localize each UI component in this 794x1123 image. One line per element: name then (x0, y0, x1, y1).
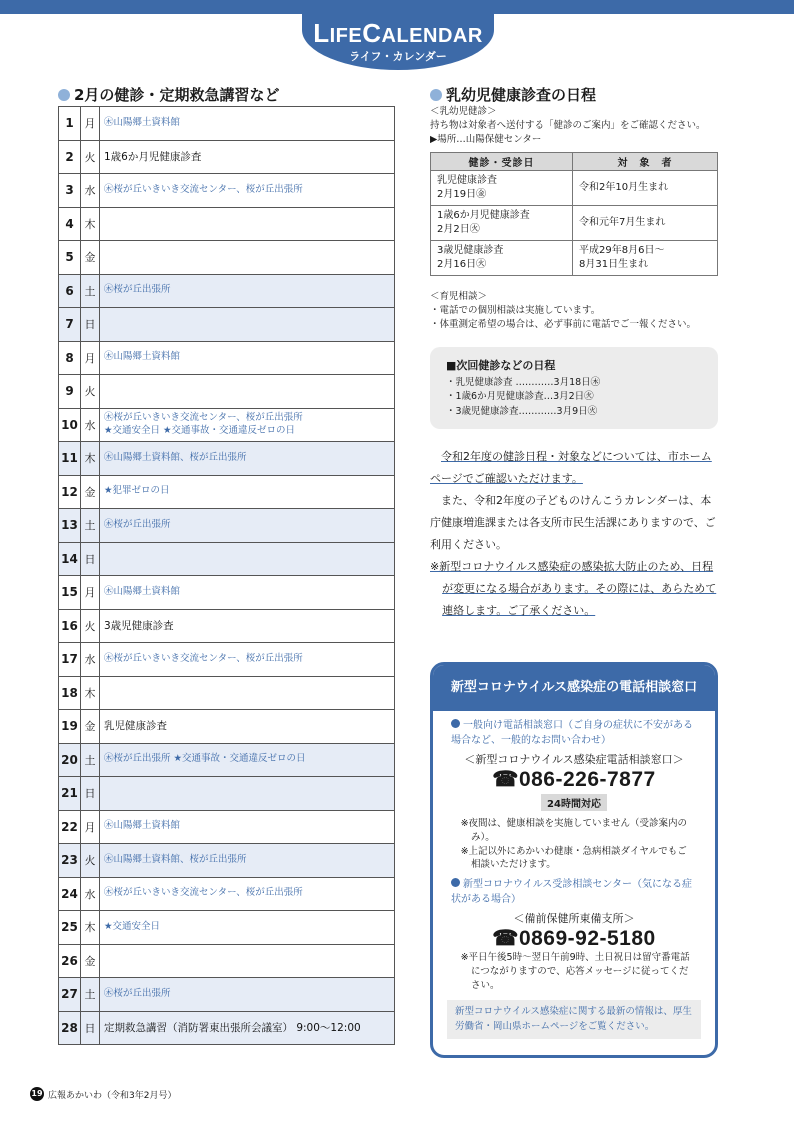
day-events (100, 1011, 395, 1045)
event-text: ㊍桜が丘いきいき交流センター、桜が丘出張所 (104, 183, 303, 195)
day-number: 20 (59, 743, 81, 777)
event-text: ㊍桜が丘出張所 (104, 518, 171, 530)
general-consult-name: ＜新型コロナウイルス感染症電話相談窓口＞ (464, 753, 684, 766)
bullet-dot-icon (451, 719, 460, 728)
day-number: 10 (59, 408, 81, 442)
table-row: 1歳6か月児健康診査 2月2日㊋ 令和元年7月生まれ (431, 206, 718, 241)
table-row (59, 978, 395, 1012)
day-events (100, 810, 395, 844)
table-row (59, 576, 395, 610)
day-number: 25 (59, 911, 81, 945)
bullet-dot-icon (430, 89, 442, 101)
event-text: ★犯罪ゼロの日 (104, 485, 170, 497)
table-row (59, 743, 395, 777)
table-row (59, 308, 395, 342)
day-events (100, 777, 395, 811)
event-text: 乳児健康診査 (104, 720, 167, 733)
table-row (59, 777, 395, 811)
table-row (59, 274, 395, 308)
day-number: 17 (59, 643, 81, 677)
weekday: 木 (81, 442, 100, 476)
weekday: 日 (81, 308, 100, 342)
general-consult-phone: ☎086-226-7877 (492, 768, 656, 791)
weekday: 火 (81, 609, 100, 643)
weekday: 金 (81, 475, 100, 509)
day-events (100, 643, 395, 677)
day-number: 19 (59, 710, 81, 744)
weekday: 水 (81, 643, 100, 677)
day-number: 22 (59, 810, 81, 844)
day-number: 14 (59, 542, 81, 576)
day-events (100, 743, 395, 777)
event-text: 定期救急講習（消防署東出張所会議室） 9:00〜12:00 (104, 1021, 361, 1034)
table-row (59, 442, 395, 476)
event-text: ㊍山陽郷土資料館、桜が丘出張所 (104, 451, 247, 463)
weekday: 金 (81, 944, 100, 978)
event-text: ㊍山陽郷土資料館、桜が丘出張所 (104, 853, 247, 865)
event-text: ㊍山陽郷土資料館 (104, 351, 181, 363)
day-number: 3 (59, 174, 81, 208)
event-text: ★交通安全日 ★交通事故・交通違反ゼロの日 (104, 424, 296, 436)
table-row (59, 107, 395, 141)
table-row (59, 710, 395, 744)
day-events (100, 676, 395, 710)
day-number: 5 (59, 241, 81, 275)
table-row (59, 676, 395, 710)
day-events (100, 107, 395, 141)
weekday: 火 (81, 375, 100, 409)
general-consult-heading: 一般向け電話相談窓口（ご自身の症状に不安がある場合など、一般的なお問い合わせ） (451, 720, 693, 746)
table-row (59, 944, 395, 978)
day-events (100, 274, 395, 308)
day-events (100, 911, 395, 945)
table-row (59, 844, 395, 878)
day-number: 23 (59, 844, 81, 878)
right-section-heading: 乳幼児健康診査の日程 (430, 84, 596, 105)
table-row (59, 542, 395, 576)
page-number: 19 (30, 1087, 44, 1101)
day-events (100, 475, 395, 509)
day-events (100, 207, 395, 241)
day-events (100, 844, 395, 878)
clinic-consult-name: ＜備前保健所東備支所＞ (513, 912, 635, 926)
day-events (100, 442, 395, 476)
table-row (59, 174, 395, 208)
day-number: 16 (59, 609, 81, 643)
weekday: 日 (81, 1011, 100, 1045)
day-events (100, 609, 395, 643)
weekday: 水 (81, 877, 100, 911)
weekday: 木 (81, 207, 100, 241)
page-title-tab (302, 8, 494, 70)
weekday: 金 (81, 241, 100, 275)
weekday: 火 (81, 140, 100, 174)
weekday: 水 (81, 408, 100, 442)
table-row (59, 140, 395, 174)
event-text: ㊍桜が丘いきいき交流センター、桜が丘出張所 (104, 887, 303, 899)
table-row (59, 375, 395, 409)
weekday: 日 (81, 542, 100, 576)
clinic-consult-heading: 新型コロナウイルス受診相談センター（気になる症状がある場合） (451, 879, 692, 905)
day-events (100, 408, 395, 442)
day-events (100, 375, 395, 409)
day-number: 26 (59, 944, 81, 978)
event-text: ★交通安全日 (104, 920, 161, 932)
event-text: 3歳児健康診査 (104, 619, 174, 632)
table-row (59, 509, 395, 543)
table-row (59, 1011, 395, 1045)
col-header-date: 健診・受診日 (431, 153, 573, 171)
table-row (59, 207, 395, 241)
table-row (59, 241, 395, 275)
clinic-consult-phone: ☎0869-92-5180 (492, 927, 656, 951)
page-subtitle: ライフ・カレンダー (349, 50, 447, 63)
weekday: 水 (81, 174, 100, 208)
event-text: ㊍山陽郷土資料館 (104, 585, 181, 597)
corona-heading: 新型コロナウイルス感染症の電話相談窓口 (433, 665, 715, 711)
day-events (100, 140, 395, 174)
table-row (59, 609, 395, 643)
day-events (100, 877, 395, 911)
event-text: ㊍桜が丘いきいき交流センター、桜が丘出張所 (104, 652, 303, 664)
day-number: 1 (59, 107, 81, 141)
day-events (100, 174, 395, 208)
table-row (59, 877, 395, 911)
body-text: 令和2年度の健診日程・対象などについては、市ホームページでご確認いただけます。 また、令和2年度の子どものけんこうカレンダーは、本庁健康増進課または各支所市民生活課にありますので、ご利用ください。 ※新型コロナウイルス感染症の感染拡大防止のため、日程が変更になる場合があります。その際には、あらためて連絡します。ご了承ください。 (430, 450, 717, 617)
day-number: 4 (59, 207, 81, 241)
day-number: 11 (59, 442, 81, 476)
day-number: 13 (59, 509, 81, 543)
day-events (100, 241, 395, 275)
col-header-target: 対 象 者 (573, 153, 718, 171)
event-text: ㊍桜が丘出張所 (104, 284, 171, 296)
bullet-dot-icon (58, 89, 70, 101)
table-row: 乳児健康診査 2月19日㊎ 令和2年10月生まれ (431, 171, 718, 206)
weekday: 月 (81, 107, 100, 141)
weekday: 土 (81, 274, 100, 308)
next-schedule-box: ■次回健診などの日程 ・乳児健康診査 …………3月18日㊍ ・1歳6か月児健康診査…3月2日㊋ ・3歳児健康診査…………3月9日㊋ (430, 347, 718, 429)
weekday: 月 (81, 341, 100, 375)
day-number: 27 (59, 978, 81, 1012)
day-number: 6 (59, 274, 81, 308)
weekday: 日 (81, 777, 100, 811)
weekday: 木 (81, 676, 100, 710)
event-text: ㊍山陽郷土資料館 (104, 820, 181, 832)
table-row (59, 810, 395, 844)
day-number: 2 (59, 140, 81, 174)
day-events (100, 341, 395, 375)
page-title: LIFECALENDAR (313, 18, 483, 48)
day-number: 7 (59, 308, 81, 342)
table-row (59, 475, 395, 509)
weekday: 月 (81, 810, 100, 844)
infant-intro: ＜乳幼児健診＞ 持ち物は対象者へ送付する「健診のご案内」をご確認ください。 ▶場所…山陽保健センター (430, 106, 706, 145)
day-events (100, 978, 395, 1012)
day-number: 21 (59, 777, 81, 811)
checkup-table (430, 152, 718, 276)
weekday: 土 (81, 978, 100, 1012)
weekday: 金 (81, 710, 100, 744)
weekday: 月 (81, 576, 100, 610)
event-text: ㊍桜が丘いきいき交流センター、桜が丘出張所 (104, 411, 303, 423)
event-text: 1歳6か月児健康診査 (104, 150, 202, 163)
day-number: 24 (59, 877, 81, 911)
weekday: 土 (81, 743, 100, 777)
bullet-dot-icon (451, 878, 460, 887)
table-row (59, 911, 395, 945)
table-row (59, 408, 395, 442)
day-events (100, 308, 395, 342)
day-number: 15 (59, 576, 81, 610)
hours-badge: 24時間対応 (433, 792, 715, 811)
day-number: 18 (59, 676, 81, 710)
corona-footer-note: 新型コロナウイルス感染症に関する最新の情報は、厚生労働省・岡山県ホームページをご覧ください。 (447, 1000, 701, 1039)
weekday: 木 (81, 911, 100, 945)
left-section-heading: 2月の健診・定期救急講習など (58, 84, 279, 105)
event-text: ㊍桜が丘出張所 ★交通事故・交通違反ゼロの日 (104, 753, 306, 765)
page-footer: 19 広報あかいわ（令和3年2月号） (31, 1089, 177, 1101)
event-text: ㊍桜が丘出張所 (104, 987, 171, 999)
table-row: 3歳児健康診査 2月16日㊋ 平成29年8月6日〜 8月31日生まれ (431, 241, 718, 276)
day-number: 8 (59, 341, 81, 375)
day-number: 12 (59, 475, 81, 509)
day-events (100, 710, 395, 744)
table-row (59, 643, 395, 677)
day-events (100, 944, 395, 978)
corona-contact-box: 新型コロナウイルス感染症の電話相談窓口 一般向け電話相談窓口（ご自身の症状に不安がある場合など、一般的なお問い合わせ） ＜新型コロナウイルス感染症電話相談窓口＞ ☎086-226-7877 24時間対応 ※夜間は、健康相談を実施していません（受診案内のみ）。 ※上記以外にあかいわ健康・急病相談ダイヤルでもご相談いただけます。 新型コロナウイルス受診相談センター（気になる症状がある場合） ＜備前保健所東備支所＞ ☎0869-92-5180 ※平日午後5時〜翌日午前9時、土日祝日は留守番電話につながりますので、応答メッセージに従ってください。 新型コロナウイルス感染症に関する最新の情報は、厚生労働省・岡山県ホームページをご覧ください。 (430, 662, 718, 1058)
calendar-table (58, 106, 395, 1045)
weekday: 火 (81, 844, 100, 878)
consult-info: ＜育児相談＞ ・電話での個別相談は実施しています。 ・体重測定希望の場合は、必ず事前に電話でご一報ください。 (430, 291, 697, 330)
day-events (100, 542, 395, 576)
day-number: 28 (59, 1011, 81, 1045)
table-row (59, 341, 395, 375)
day-events (100, 509, 395, 543)
day-number: 9 (59, 375, 81, 409)
day-events (100, 576, 395, 610)
weekday: 土 (81, 509, 100, 543)
event-text: ㊍山陽郷土資料館 (104, 116, 181, 128)
